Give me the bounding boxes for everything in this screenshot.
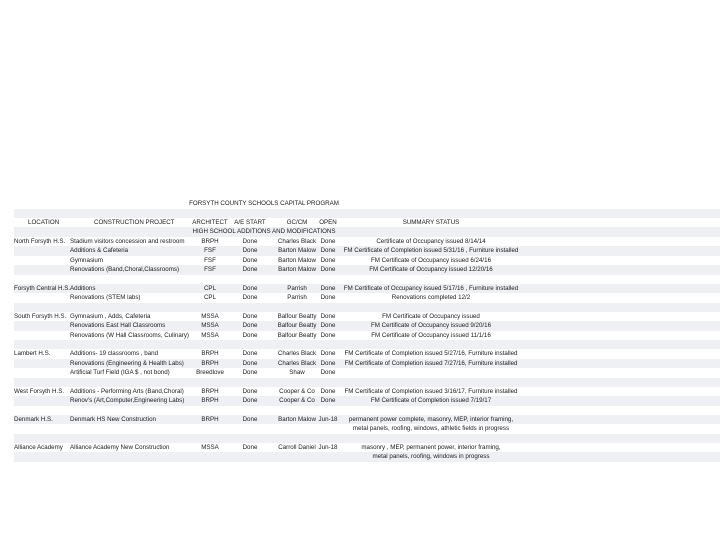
cell-location: West Forsyth H.S. (14, 387, 65, 395)
cell-open: Done (320, 256, 336, 264)
spacer-row (14, 378, 720, 387)
cell-ae-start: Done (242, 397, 258, 404)
cell-architect: CPL (203, 284, 217, 292)
table-row (14, 359, 720, 369)
cell-architect: MSSA (201, 322, 219, 329)
cell-gc: Cooper & Co (279, 387, 315, 395)
header-project: CONSTRUCTION PROJECT (94, 218, 175, 226)
title-row (14, 199, 720, 209)
cell-ae-start: Done (242, 350, 258, 357)
cell-project: Denmark HS New Construction (70, 415, 156, 423)
cell-architect: BRPH (201, 350, 219, 357)
cell-gc: Carroll Daniel (278, 443, 316, 451)
cell-summary: FM Certificate of Occupancy issued 5/17/16 , Furniture installed (343, 284, 519, 292)
cell-project: Renovations (Engineering & Health Labs) (70, 359, 184, 367)
table-row (14, 321, 720, 331)
table-row (14, 256, 720, 266)
cell-gc: Barton Malow (278, 247, 316, 254)
table-row (14, 387, 720, 397)
header-summary: SUMMARY STATUS (402, 218, 460, 226)
cell-open: Done (320, 294, 336, 301)
cell-architect: MSSA (201, 312, 219, 320)
header-row (14, 218, 720, 228)
cell-summary: FM Certificate of Completion issued 3/16/17, Furniture installed (344, 387, 518, 395)
table-row (14, 265, 720, 275)
cell-open: Done (320, 359, 336, 367)
cell-open: Done (320, 237, 336, 245)
cell-ae-start: Done (242, 312, 258, 320)
cell-project: Additions- 19 classrooms , band (70, 350, 159, 357)
cell-project: Renovations East Hall Classrooms (70, 322, 166, 329)
cell-summary: FM Certificate of Completion issued 5/31/16 , Furniture installed (343, 247, 519, 254)
cell-summary: FM Certificate of Occupancy issued 12/20/16 (369, 266, 493, 273)
capital-program-table (14, 199, 720, 462)
cell-location: North Forsyth H.S. (14, 237, 66, 245)
cell-location: Lambert H.S. (14, 350, 51, 357)
cell-open: Done (320, 247, 336, 254)
table-row (14, 237, 720, 247)
cell-open: Done (320, 266, 336, 273)
cell-project: Alliance Academy New Construction (70, 443, 170, 451)
spacer-row (14, 340, 720, 349)
cell-gc: Cooper & Co (279, 397, 315, 404)
cell-summary: metal panels, roofing, windows, athletic fields in progress (352, 425, 510, 432)
cell-open: Done (320, 387, 336, 395)
cell-project: Artificial Turf Field (IGA $ , not bond) (70, 369, 170, 376)
cell-summary: FM Certificate of Occupancy issued 9/20/16 (370, 322, 492, 329)
cell-project: Renov's (Art,Computer,Engineering Labs) (70, 397, 185, 404)
cell-architect: FSF (204, 256, 216, 264)
cell-gc: Barton Malow (278, 415, 316, 423)
cell-architect: MSSA (201, 331, 219, 339)
cell-architect: MSSA (201, 443, 219, 451)
header-gc-cm: GC/CM (286, 218, 308, 226)
cell-summary: permanent power complete, masonry, MEP, interior framing, (348, 415, 514, 423)
cell-summary: masonry , MEP, permanent power, interior framing, (361, 443, 501, 451)
cell-project: Additions - Performing Arts (Band,Choral) (70, 387, 184, 395)
spacer-row (14, 303, 720, 312)
cell-ae-start: Done (242, 387, 258, 395)
cell-project: Gymnasium (70, 256, 104, 264)
cell-gc: Balfour Beatty (277, 312, 317, 320)
cell-gc: Charles Black (277, 359, 317, 367)
cell-summary: FM Certificate of Completion issued 5/27/16, Furniture installed (344, 350, 518, 357)
cell-location: Forsyth Central H.S. (14, 284, 71, 292)
spacer-row (14, 209, 720, 218)
cell-summary: Certificate of Occupancy issued 8/14/14 (376, 237, 486, 245)
header-location: LOCATION (28, 218, 60, 226)
table-row (14, 331, 720, 341)
cell-ae-start: Done (242, 415, 258, 423)
table-row (14, 424, 720, 434)
table-row (14, 415, 720, 425)
cell-gc: Barton Malow (278, 266, 316, 273)
section-title: HIGH SCHOOL ADDITIONS AND MODIFICATIONS (192, 228, 336, 235)
cell-architect: BRPH (201, 415, 219, 423)
cell-architect: Breedlove (196, 369, 224, 376)
table-row (14, 368, 720, 378)
cell-project: Additions (70, 284, 96, 292)
cell-ae-start: Done (242, 369, 258, 376)
cell-architect: CPL (203, 294, 217, 301)
cell-ae-start: Done (242, 247, 258, 254)
cell-ae-start: Done (242, 331, 258, 339)
cell-ae-start: Done (242, 294, 258, 301)
cell-project: Renovations (W Hall Classrooms, Culinary) (70, 331, 189, 339)
cell-ae-start: Done (242, 359, 258, 367)
cell-project: Renovations (STEM labs) (70, 294, 141, 301)
table-row (14, 284, 720, 294)
header-ae-start: A/E START (234, 218, 266, 226)
cell-location: Alliance Academy (14, 443, 63, 451)
cell-ae-start: Done (242, 284, 258, 292)
cell-summary: FM Certificate of Occupancy issued 6/24/16 (370, 256, 492, 264)
cell-open: Done (320, 397, 336, 404)
cell-gc: Balfour Beatty (277, 331, 317, 339)
cell-open: Done (320, 284, 336, 292)
table-row (14, 293, 720, 303)
cell-project: Additions & Cafeteria (70, 247, 129, 254)
cell-gc: Shaw (289, 369, 305, 376)
cell-open: Done (320, 369, 336, 376)
header-open: OPEN (319, 218, 337, 226)
cell-architect: FSF (204, 247, 216, 254)
cell-gc: Charles Black (277, 237, 317, 245)
cell-summary: metal panels, roofing, windows in progress (372, 453, 490, 460)
header-architect: ARCHITECT (192, 218, 228, 226)
cell-summary: FM Certificate of Completion issued 7/27/16, Furniture installed (344, 359, 518, 367)
cell-open: Done (320, 350, 336, 357)
cell-project: Gymnasium , Adds, Cafeteria (70, 312, 151, 320)
table-row (14, 443, 720, 453)
table-title: FORSYTH COUNTY SCHOOLS CAPITAL PROGRAM (189, 200, 339, 207)
cell-summary: FM Certificate of Completion issued 7/19/17 (370, 397, 492, 404)
cell-gc: Parrish (287, 284, 307, 292)
cell-open: Jun-18 (318, 415, 338, 423)
cell-ae-start: Done (242, 256, 258, 264)
cell-architect: BRPH (201, 359, 219, 367)
cell-open: Done (320, 331, 336, 339)
cell-gc: Balfour Beatty (277, 322, 317, 329)
section-row (14, 227, 720, 237)
cell-architect: BRPH (201, 397, 219, 404)
spacer-row (14, 275, 720, 284)
cell-ae-start: Done (242, 322, 258, 329)
spacer-row (14, 434, 720, 443)
cell-ae-start: Done (242, 443, 258, 451)
table-row (14, 396, 720, 406)
cell-project: Stadium visitors concession and restroom (70, 237, 185, 245)
cell-open: Done (320, 312, 336, 320)
cell-location: Denmark H.S. (14, 415, 53, 423)
cell-open: Done (320, 322, 336, 329)
cell-architect: BRPH (201, 387, 219, 395)
cell-summary: FM Certificate of Occupancy issued 11/1/16 (371, 331, 491, 339)
spacer-row (14, 406, 720, 415)
table-row (14, 452, 720, 462)
cell-gc: Parrish (287, 294, 307, 301)
cell-architect: BRPH (201, 237, 219, 245)
cell-gc: Charles Black (277, 350, 317, 357)
cell-gc: Barton Malow (278, 256, 316, 264)
table-row (14, 349, 720, 359)
cell-ae-start: Done (242, 266, 258, 273)
cell-location: South Forsyth H.S. (14, 312, 67, 320)
cell-project: Renovations (Band,Choral,Classrooms) (70, 266, 180, 273)
cell-ae-start: Done (242, 237, 258, 245)
cell-summary: Renovations completed 12/2 (391, 294, 471, 301)
cell-open: Jun-18 (318, 443, 338, 451)
table-row (14, 312, 720, 322)
cell-architect: FSF (204, 266, 216, 273)
cell-summary: FM Certificate of Occupancy issued (382, 312, 480, 320)
table-row (14, 246, 720, 256)
